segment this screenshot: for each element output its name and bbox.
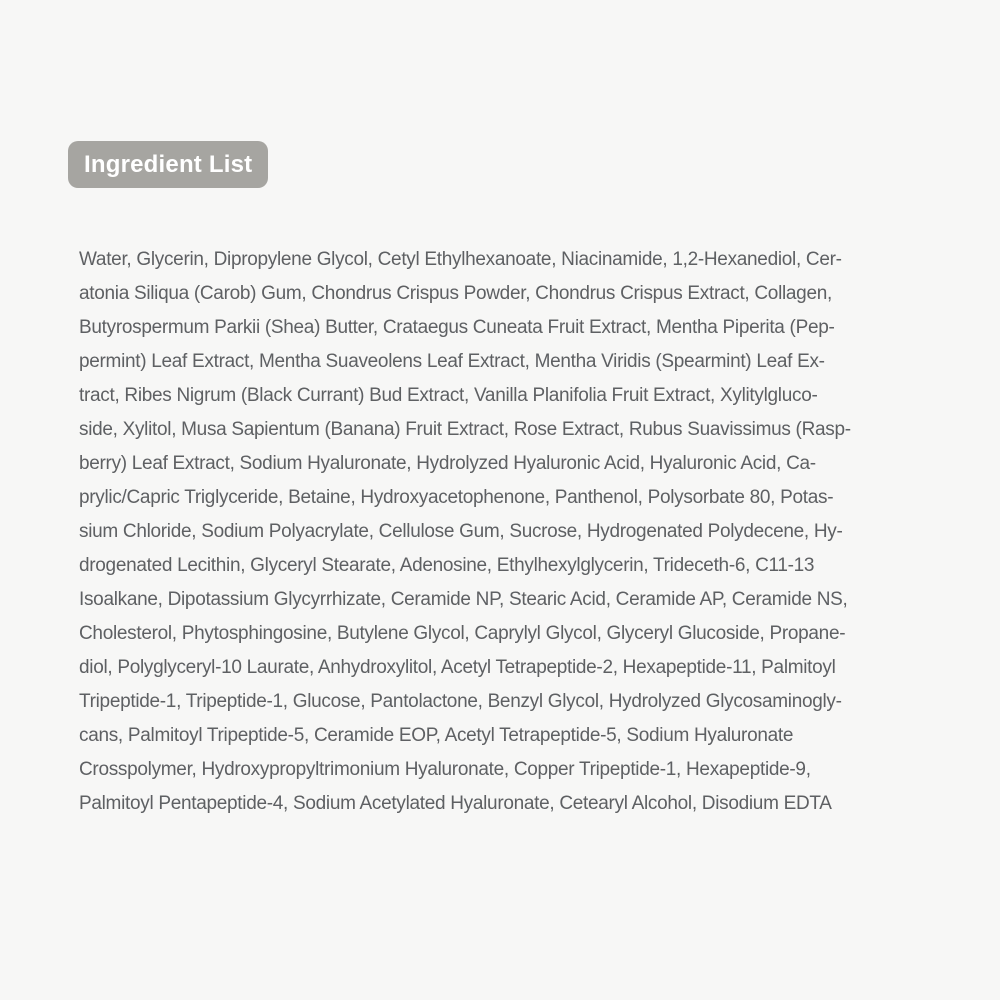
ingredient-list-badge-label: Ingredient List <box>84 150 253 178</box>
ingredient-text-line: berry) Leaf Extract, Sodium Hyaluronate, Hydrolyzed Hyaluronic Acid, Hyaluronic Acid, Ca- <box>79 453 816 474</box>
ingredient-text-line: tract, Ribes Nigrum (Black Currant) Bud Extract, Vanilla Planifolia Fruit Extract, Xylitylgluco- <box>79 385 818 406</box>
ingredient-text-line: permint) Leaf Extract, Mentha Suaveolens Leaf Extract, Mentha Viridis (Spearmint) Leaf Ex- <box>79 351 825 372</box>
ingredient-text-line: prylic/Capric Triglyceride, Betaine, Hydroxyacetophenone, Panthenol, Polysorbate 80, Potas- <box>79 487 834 508</box>
ingredient-list-badge <box>68 141 268 188</box>
ingredient-text-line: Tripeptide-1, Tripeptide-1, Glucose, Pantolactone, Benzyl Glycol, Hydrolyzed Glycosaminogly- <box>79 691 842 712</box>
ingredient-text-line: Water, Glycerin, Dipropylene Glycol, Cetyl Ethylhexanoate, Niacinamide, 1,2-Hexanediol, Cer- <box>79 249 842 270</box>
ingredient-text-line: diol, Polyglyceryl-10 Laurate, Anhydroxylitol, Acetyl Tetrapeptide-2, Hexapeptide-11, Palmitoyl <box>79 657 836 678</box>
ingredient-text-line: atonia Siliqua (Carob) Gum, Chondrus Crispus Powder, Chondrus Crispus Extract, Collagen, <box>79 283 832 304</box>
ingredient-text-line: Crosspolymer, Hydroxypropyltrimonium Hyaluronate, Copper Tripeptide-1, Hexapeptide-9, <box>79 759 811 780</box>
ingredient-text-block <box>79 243 939 821</box>
ingredient-text-line: side, Xylitol, Musa Sapientum (Banana) Fruit Extract, Rose Extract, Rubus Suavissimus (Rasp- <box>79 419 851 440</box>
ingredient-text-line: drogenated Lecithin, Glyceryl Stearate, Adenosine, Ethylhexylglycerin, Trideceth-6, C11-13 <box>79 555 815 576</box>
ingredient-text-line: Isoalkane, Dipotassium Glycyrrhizate, Ceramide NP, Stearic Acid, Ceramide AP, Ceramide NS, <box>79 589 848 610</box>
ingredient-text-line: Palmitoyl Pentapeptide-4, Sodium Acetylated Hyaluronate, Cetearyl Alcohol, Disodium EDTA <box>79 793 832 814</box>
ingredient-text-line: sium Chloride, Sodium Polyacrylate, Cellulose Gum, Sucrose, Hydrogenated Polydecene, Hy- <box>79 521 843 542</box>
ingredient-text-line: Cholesterol, Phytosphingosine, Butylene Glycol, Caprylyl Glycol, Glyceryl Glucoside, Propane- <box>79 623 846 644</box>
ingredient-text-line: cans, Palmitoyl Tripeptide-5, Ceramide EOP, Acetyl Tetrapeptide-5, Sodium Hyaluronate <box>79 725 794 746</box>
ingredient-text-line: Butyrospermum Parkii (Shea) Butter, Crataegus Cuneata Fruit Extract, Mentha Piperita (Pep- <box>79 317 835 338</box>
